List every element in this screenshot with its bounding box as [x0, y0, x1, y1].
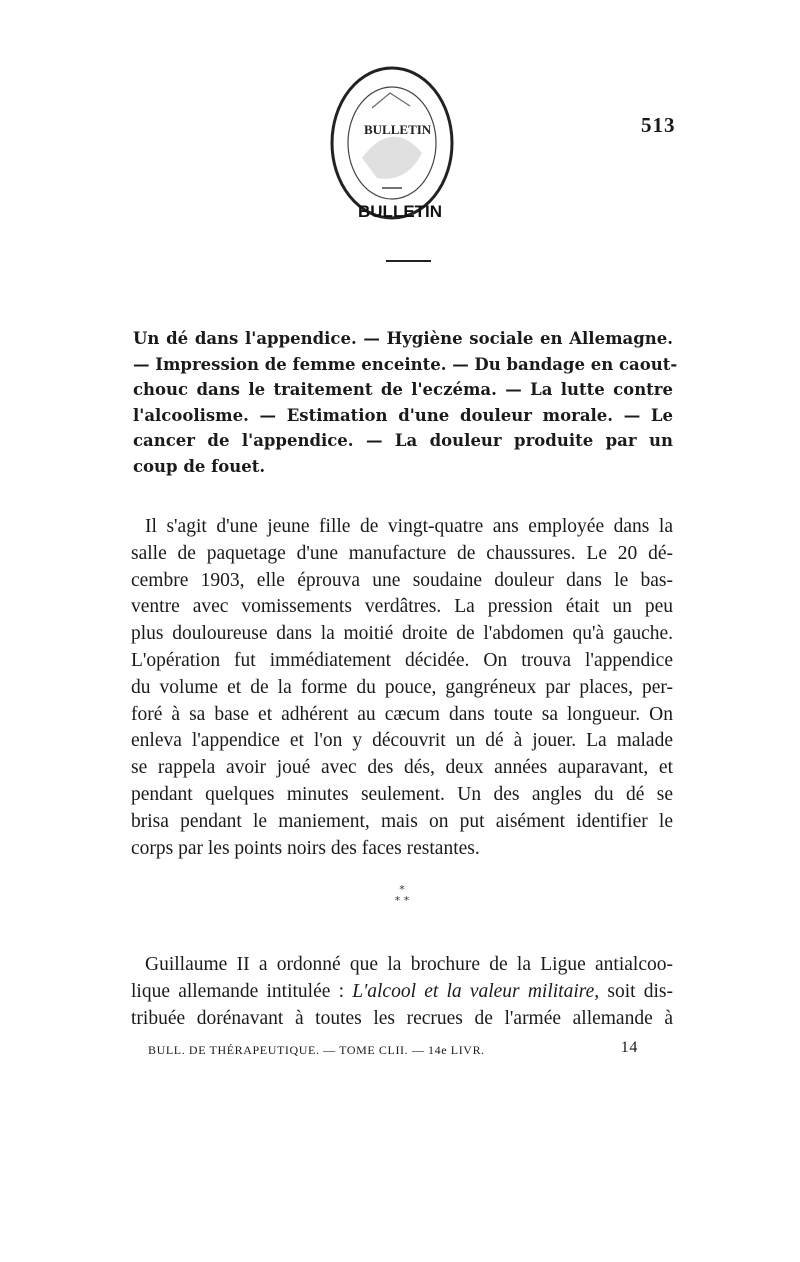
stamp-bottom-label: BULLETIN: [358, 202, 443, 221]
text-line: L'opération fut immédiatement décidée. On trouva l'appendice: [131, 649, 673, 671]
paragraph-appendix-case: [131, 514, 673, 862]
text-line: tribuée dorénavant à toutes les recrues de l'armée allemande à: [131, 1007, 673, 1029]
summary-line: l'alcoolisme. — Estimation d'une douleur morale. — Le: [133, 405, 673, 425]
header-rule: [386, 260, 431, 262]
summary-line: coup de fouet.: [133, 456, 266, 476]
text-line: du volume et de la forme du pouce, gangréneux par places, per-: [131, 676, 673, 698]
text-run: lique allemande intitulée :: [131, 980, 353, 1002]
page-number: 513: [641, 113, 676, 137]
brochure-title: L'alcool et la valeur militaire: [352, 980, 595, 1002]
footer-citation: BULL. DE THÉRAPEUTIQUE. — TOME CLII. — 14e LIVR.: [148, 1043, 485, 1057]
asterism-top: *: [399, 883, 405, 896]
text-run: , soit dis-: [594, 980, 673, 1002]
summary-line: — Impression de femme enceinte. — Du bandage en caout-: [133, 354, 678, 374]
text-line: Il s'agit d'une jeune fille de vingt-quatre ans employée dans la: [145, 516, 673, 537]
text-line: salle de paquetage d'une manufacture de chaussures. Le 20 dé-: [131, 542, 673, 564]
asterism-bottom: * *: [394, 894, 410, 907]
paragraph-alcohol-brochure: [131, 952, 673, 1032]
section-asterism: [384, 884, 420, 906]
text-line: foré à sa base et adhérent au cæcum dans toute sa longueur. On: [131, 703, 673, 725]
stamp-inner-label: BULLETIN: [364, 122, 432, 137]
text-line: brisa pendant le maniement, mais on put aisément identifier le: [131, 810, 673, 832]
summary-line: cancer de l'appendice. — La douleur produite par un: [133, 431, 673, 450]
page-footer: [148, 1039, 638, 1058]
section-summary: [133, 326, 678, 479]
summary-line: chouc dans le traitement de l'eczéma. — La lutte contre: [133, 380, 673, 399]
text-line: Guillaume II a ordonné que la brochure de la Ligue antialcoo-: [145, 954, 673, 975]
summary-line: Un dé dans l'appendice. — Hygiène sociale en Allemagne.: [133, 329, 673, 348]
text-line: pendant quelques minutes seulement. Un des angles du dé se: [131, 783, 673, 805]
text-line: plus douloureuse dans la moitié droite de l'abdomen qu'à gauche.: [131, 623, 673, 645]
text-line: corps par les points noirs des faces restantes.: [131, 837, 480, 859]
text-line-with-title: [131, 979, 673, 1006]
text-line: enleva l'appendice et l'on y découvrit un dé à jouer. La malade: [131, 730, 673, 752]
signature-mark: 14: [620, 1039, 638, 1056]
text-line: se rappela avoir joué avec des dés, deux années auparavant, et: [131, 757, 673, 779]
text-line: ventre avec vomissements verdâtres. La pression était un peu: [131, 596, 673, 618]
text-line: cembre 1903, elle éprouva une soudaine douleur dans le bas-: [131, 569, 673, 591]
